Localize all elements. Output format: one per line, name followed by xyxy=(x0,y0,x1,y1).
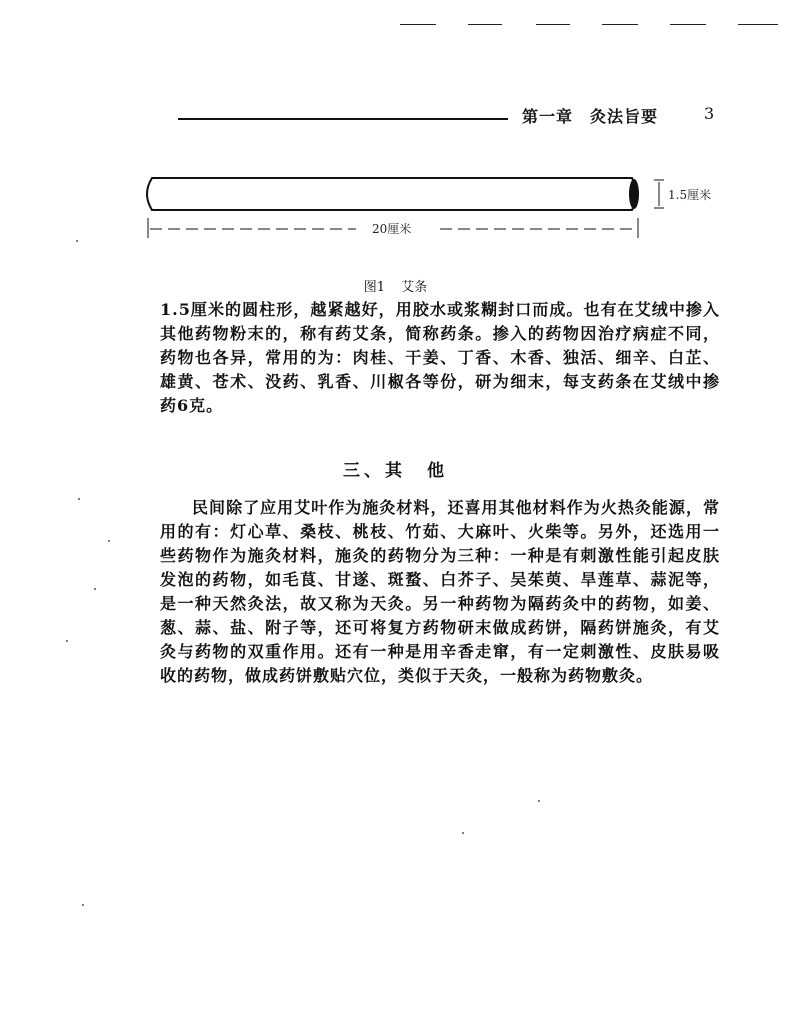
scan-speck xyxy=(538,800,540,802)
top-dash xyxy=(738,24,778,25)
top-dash xyxy=(400,24,436,25)
length-label: 20厘米 xyxy=(372,222,412,236)
scan-speck xyxy=(94,588,96,590)
scan-speck xyxy=(66,640,68,642)
moxa-stick-end xyxy=(629,179,639,209)
chapter-title: 第一章 灸法旨要 xyxy=(522,107,659,126)
figure-number: 图1 xyxy=(363,280,386,295)
header-rule xyxy=(178,118,508,120)
diameter-label: 1.5厘米 xyxy=(668,188,712,202)
page-number: 3 xyxy=(704,104,715,123)
top-dash xyxy=(670,24,706,25)
body-paragraph: 民间除了应用艾叶作为施灸材料，还喜用其他材料作为火热灸能源，常用的有：灯心草、桑枝、桃枝、竹茹、大麻叶、火柴等。另外，还选用一些药物作为施灸材料，施灸的药物分为三种：一种是有刺激性能引起皮肤发泡的药物，如毛茛、甘遂、斑蝥、白芥子、吴茱萸、旱莲草、蒜泥等，是一种天然灸法，故又称为天灸。另一种药物为隔药灸中的药物，如姜、葱、蒜、盐、附子等，还可将复方药物研末做成药饼，隔药饼施灸，有艾灸与药物的双重作用。还有一种是用辛香走窜，有一定刺激性、皮肤易吸收的药物，做成药饼敷贴穴位，类似于天灸，一般称为药物敷灸。 xyxy=(160,498,720,685)
body-paragraph: 1.5厘米的圆柱形，越紧越好，用胶水或浆糊封口而成。也有在艾绒中掺入其他药物粉末的，称有药艾条，简称药条。掺入的药物因治疗病症不同，药物也各异，常用的为：肉桂、干姜、丁香、木香、独活、细辛、白芷、雄黄、苍术、没药、乳香、川椒各等份，研为细末，每支药条在艾绒中掺药6克。 xyxy=(160,300,720,415)
moxa-stick-body xyxy=(147,178,636,210)
top-dash xyxy=(602,24,638,25)
top-dash xyxy=(536,24,570,25)
figure-title: 艾条 xyxy=(401,280,428,295)
top-dash xyxy=(468,24,502,25)
scan-speck xyxy=(76,240,78,242)
scan-speck xyxy=(78,498,80,500)
scan-speck xyxy=(108,540,110,542)
scan-speck xyxy=(82,904,84,906)
figure-caption xyxy=(0,276,791,295)
scan-speck xyxy=(462,832,464,834)
moxa-stick-figure xyxy=(138,168,738,248)
section-title: 三、其 他 xyxy=(343,461,448,481)
